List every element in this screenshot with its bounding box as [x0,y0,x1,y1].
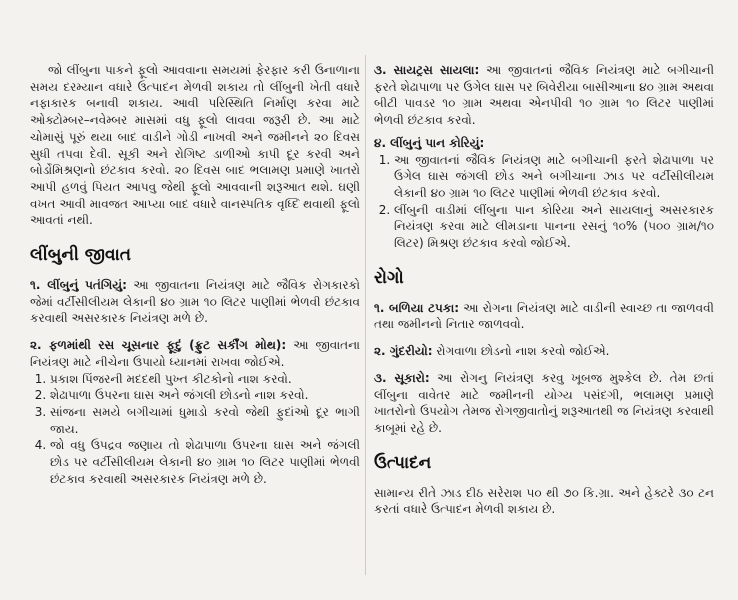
disease-item-1 [374,300,714,333]
production-heading: ઉત્પાદન [374,452,432,473]
pest-item-2-point: 4. જો વધુ ઉપદ્રવ જણાય તો શેઢાપાળા ઉપરના ઘાસ અને જંગલી છોડ પર વર્ટીસીલીયમ લેકાની ૪૦ ગ્રામ ૧૦ લિટર પાણીમાં ભેળવી છંટકાવ કરવાથી અસરકારક નિયંત્રણ મળે છે. [50,437,360,487]
pest-item-1 [30,277,360,327]
left-column [30,62,360,487]
pest-item-4-point: 2. લીંબુની વાડીમાં લીંબુના પાન કોરિયા અને સાયલાનું અસરકારક નિયંત્રણ કરવા માટે લીમડાના પાનના રસનું ૧૦% (૫૦૦ ગ્રામ/૧૦ લિટર) મિશ્રણ છંટકાવ કરવો જોઈએ. [394,202,714,252]
diseases-heading: રોગો [374,267,404,288]
pest-item-4-list [374,152,714,252]
pest-item-3 [374,62,714,129]
disease-item-2-text: રોગવાળા છોડનો નાશ કરવો જોઈએ. [432,344,610,359]
disease-item-3-text: આ રોગનુ નિયંત્રણ કરવુ ખૂબજ મુશ્કેલ છે. તેમ છતાં લીંબુના વાવેતર માટે જમીનની યોગ્ય પસંદગી, ભલામણ પ્રમાણે ખાતરોનો ઉપયોગ તેમજ રોગજીવાતોનું શરૂઆતથી જ નિયંત્રણ કરવાથી કાબૂમાં રહે છે. [374,370,714,435]
disease-item-1-text: આ રોગના નિયંત્રણ માટે વાડીની સ્વાચ્છ તા જાળવવી તથા જમીનનો નિતાર જાળવવો. [374,300,714,332]
pest-item-3-label: ૩. સાયટ્રસ સાયલા: [374,63,480,77]
pest-item-4-point: 1. આ જીવાતનાં જૈવિક નિયંત્રણ માટે બગીચાની ફરતે શેઢાપાળા પર ઉગેલ ઘાસ જંગલી છોડ અને બગીચાના ઝાડ પર વર્ટીસીલીયમ લેકાની ૪૦ ગ્રામ ૧૦ લિટર પાણીમાં ભેળવી છંટકાવ કરવો. [394,152,714,202]
column-divider [365,55,366,575]
intro-paragraph: જો લીંબુના પાકને ફૂલો આવવાના સમયમાં ફેરફાર કરી ઉનાળાના સમય દરમ્યાન વધારે ઉત્પાદન મેળવી શકાય તો લીંબુની ખેતી વધારે નફાકારક બનાવી શકાય. આવી પરિસ્થિતિ નિર્માણ કરવા માટે ઓક્ટોમ્બર–નવેમ્બર માસમાં વધુ ફૂલો લાવવા જરૂરી છે. આ માટે ચોમાસું પૂરું થયા બાદ વાડીને ગોડી નાખવી અને જમીનને ૨૦ દિવસ સુધી તપવા દેવી. સૂકી અને રોગિષ્ટ ડાળીઓ કાપી દૂર કરવી અને બોર્ડોમિશ્રણનો છંટકાવ કરવો. ૨૦ દિવસ બાદ ભલામણ પ્રમાણે ખાતરો આપી હળવું પિયત આપવુ જેથી ફૂલો આવવાની શરૂઆત થશે. ઘણી વખત આવી માવજત આપ્યા બાદ વધારે વાનસ્પતિક વૃધ્દિ થવાથી ફૂલો આવતાં નથી. [30,63,360,228]
disease-item-2 [374,343,714,360]
pest-item-2 [30,337,360,370]
right-column [374,62,714,518]
disease-item-3 [374,370,714,437]
pest-item-2-label: ૨. ફળમાંથી રસ ચૂસનાર ફૂદું (ફ્રુટ સર્કીંગ મોથ): [30,338,287,353]
pest-item-1-label: ૧. લીંબુનું પતંગિયું: [30,278,127,293]
pest-item-2-point: 1. પ્રકાશ પિંજરની મદદથી પુખ્ત કીટકોનો નાશ કરવો. [50,371,360,388]
pest-item-2-point: 3. સાંજના સમયે બગીચામાં ધુમાડો કરવો જેથી ફુદાંઓ દૂર ભાગી જાય. [50,404,360,437]
disease-item-3-label: ૩. સૂકારો: [374,370,430,385]
pest-item-4-label: ૪. લીંબુનું પાન કોરિયું: [374,135,485,150]
pests-heading: લીંબુની જીવાત [30,245,131,266]
pest-item-2-point: 2. શેઢાપાળા ઉપરના ઘાસ અને જંગલી છોડનો નાશ કરવો. [50,387,360,404]
pest-item-2-text: આ જીવાતના નિયંત્રણ માટે નીચેના ઉપાયો ધ્યાનમાં રાખવા જોઈએ. [30,338,360,369]
pest-item-3-text: આ જીવાતનાં જૈવિક નિયંત્રણ માટે બગીચાની ફરતે શેઢાપાળા પર ઉગેલ ઘાસ પર બિવેરીયા બાસીઆના ૪૦ ગ્રામ અથવા બીટી પાવડર ૧૦ ગ્રામ અથવા એનપીવી ૧૦ ગ્રામ ૧૦ લિટર પાણીમાં ભેળવી છંટકાવ કરવો. [374,63,715,128]
production-paragraph: સામાન્ય રીતે ઝાડ દીઠ સરેરાશ ૫૦ થી ૭૦ કિ.ગ્રા. અને હેક્ટરે ૩૦ ટન કરતાં વધારે ઉત્પાદન મેળવી શકાય છે. [374,485,714,517]
pest-item-1-text: આ જીવાતના નિયંત્રણ માટે જૈવિક રોગકારકો જેમાં વર્ટીસીલીયમ લેકાની ૪૦ ગ્રામ ૧૦ લિટર પાણીમાં ભેળવી છંટકાવ કરવાથી અસરકારક નિયંત્રણ મળે છે. [30,278,361,326]
disease-item-2-label: ૨. ગુંદરીયો: [374,344,433,359]
pest-item-2-list [30,371,360,488]
disease-item-1-label: ૧. બળિયા ટપકા: [374,300,460,315]
